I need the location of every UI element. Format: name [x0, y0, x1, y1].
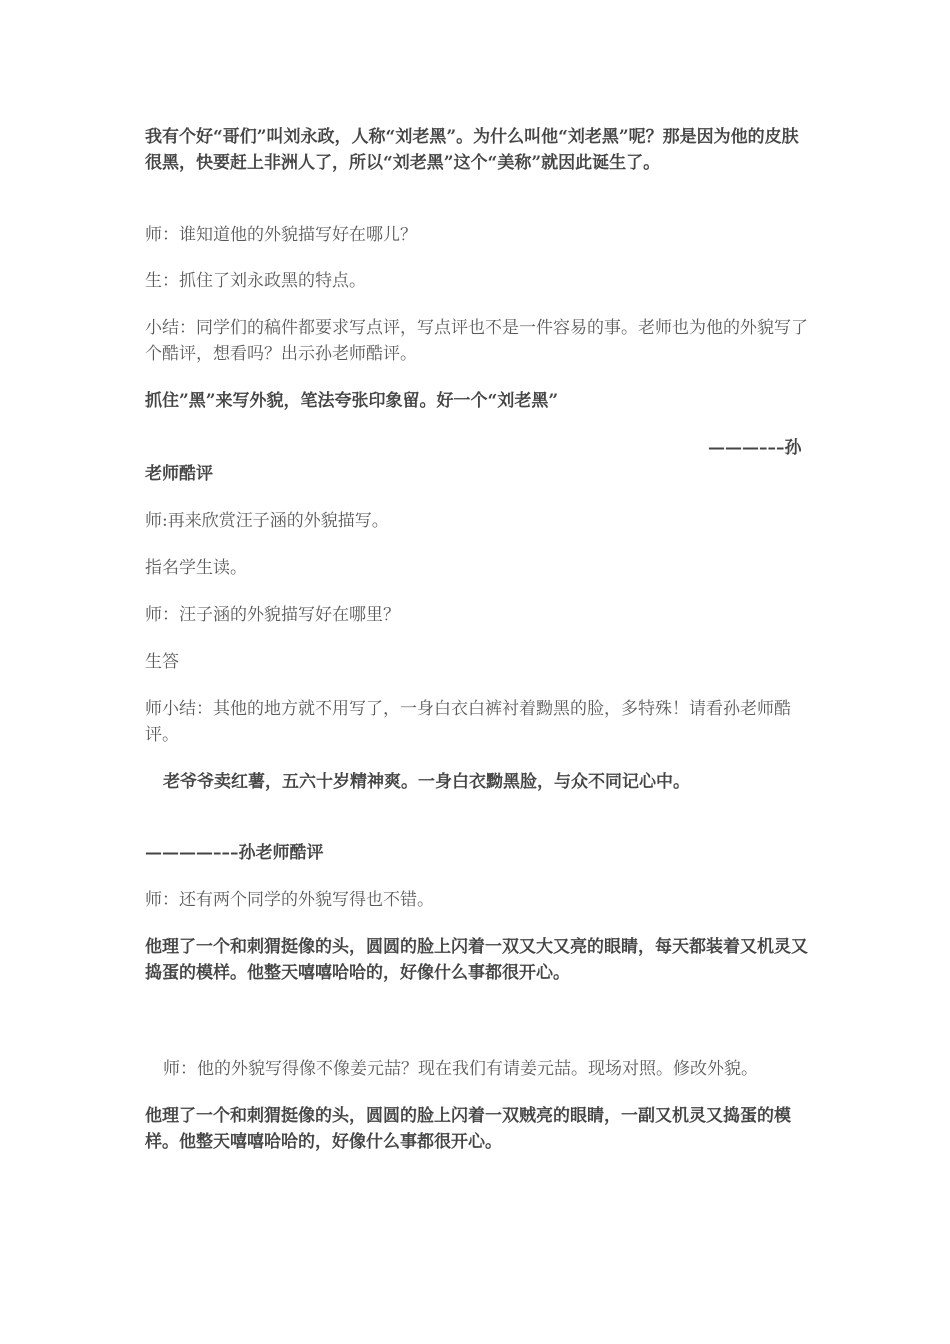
- paragraph-liu-intro: 我有个好“哥们”叫刘永政，人称“刘老黑”。为什么叫他“刘老黑”呢？那是因为他的皮肤很黑，快要赶上非洲人了，所以“刘老黑”这个“美称”就因此诞生了。: [145, 127, 799, 173]
- paragraph-teacher-question-1: 师：谁知道他的外貌描写好在哪儿？: [145, 225, 417, 245]
- paragraph-summary-1: 小结：同学们的稿件都要求写点评，写点评也不是一件容易的事。老师也为他的外貌写了个酷评，想看吗？出示孙老师酷评。: [145, 318, 808, 364]
- paragraph-teacher-question-2: 师：汪子涵的外貌描写好在哪里？: [145, 605, 400, 625]
- paragraph-teacher-compare: 师：他的外貌写得像不像姜元喆？现在我们有请姜元喆。现场对照。修改外貌。: [163, 1059, 758, 1079]
- paragraph-student-answer-2: 生答: [145, 652, 179, 672]
- paragraph-read-aloud: 指名学生读。: [145, 558, 247, 578]
- signature-continued-1: 老师酷评: [145, 464, 213, 484]
- paragraph-review-2: 老爷爷卖红薯，五六十岁精神爽。一身白衣黝黑脸，与众不同记心中。: [163, 772, 690, 792]
- paragraph-summary-2: 师小结：其他的地方就不用写了，一身白衣白裤衬着黝黑的脸，多特殊！请看孙老师酷评。: [145, 699, 791, 745]
- signature-right-1: ———–––孙: [708, 438, 802, 458]
- paragraph-student-description-2: 他理了一个和刺猬挺像的头，圆圆的脸上闪着一双贼亮的眼睛，一副又机灵又捣蛋的模样。他整天嘻嘻哈哈的，好像什么事都很开心。: [145, 1106, 791, 1152]
- paragraph-student-description-1: 他理了一个和刺猬挺像的头，圆圆的脸上闪着一双又大又亮的眼睛，每天都装着又机灵又捣蛋的模样。他整天嘻嘻哈哈的，好像什么事都很开心。: [145, 937, 808, 983]
- paragraph-teacher-comment-3: 师：还有两个同学的外貌写得也不错。: [145, 890, 434, 910]
- signature-2: ————–––孙老师酷评: [145, 843, 324, 863]
- paragraph-student-answer-1: 生：抓住了刘永政黑的特点。: [145, 271, 366, 291]
- paragraph-review-1: 抓住”黑”来写外貌，笔法夸张印象留。好一个“刘老黑”: [145, 391, 559, 411]
- paragraph-teacher-next: 师:再来欣赏汪子涵的外貌描写。: [145, 511, 389, 531]
